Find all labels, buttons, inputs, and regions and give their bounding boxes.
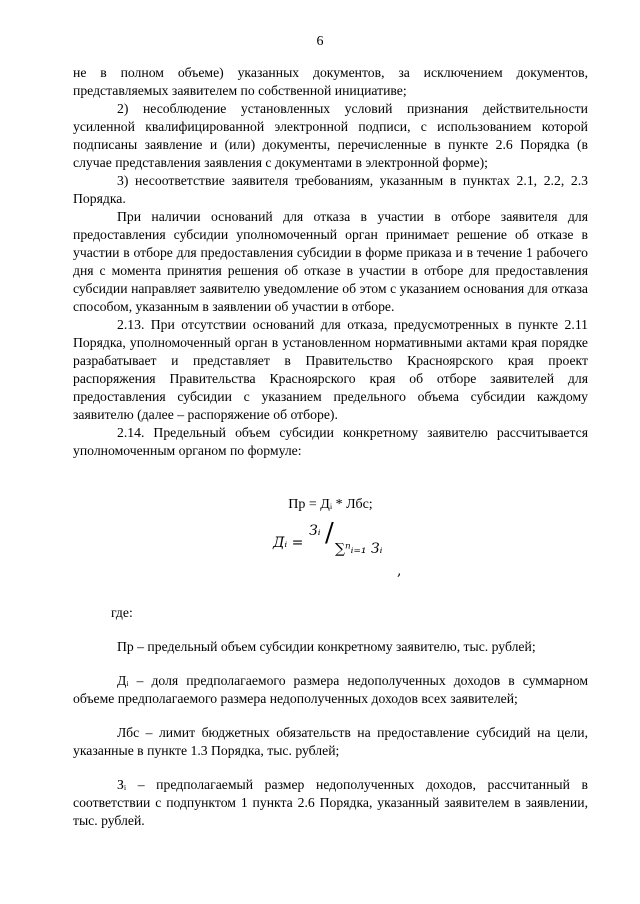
paragraph-item-3: 3) несоответствие заявителя требованиям, указанным в пунктах 2.1, 2.2, 2.3 Порядка. — [73, 173, 588, 206]
definition-lbs: Лбс – лимит бюджетных обязательств на предоставление субсидий на цели, указанные в пункте 1.3 Порядка, тыс. рублей; — [73, 725, 588, 758]
formula-limit: Пр = Дᵢ * Лбс; — [288, 497, 373, 512]
document-body — [73, 64, 588, 830]
page-number: 6 — [316, 34, 324, 49]
paragraph-refusal: При наличии оснований для отказа в участии в отборе заявителя для предоставления субсидии уполномоченный орган принимает решение об отказе в участии в отборе для предоставления субсидии в форме приказа и в течение 1 рабочего дня с момента принятия решения об отказе в участии в отборе для предоставления субсидии направляет заявителю уведомление об этом с указанием основания для отказа способом, указанным в заявлении об участии в отборе. — [73, 209, 588, 314]
paragraph-2-14: 2.14. Предельный объем субсидии конкретному заявителю рассчитывается уполномоченным органом по формуле: — [73, 425, 588, 458]
paragraph-2-13: 2.13. При отсутствии оснований для отказа, предусмотренных в пункте 2.11 Порядка, уполномоченный орган в установленном нормативными актами края порядке разрабатывает и представляет в Правительство Красноярского края проект распоряжения Правительства Красноярского края об отборе заявителей для предоставления субсидии с указанием предельного объема субсидии каждому заявителю (далее – распоряжение об отборе). — [73, 317, 588, 422]
definition-di: Дᵢ – доля предполагаемого размера недополученных доходов в суммарном объеме предполагаемого размера недополученных доходов всех заявителей; — [73, 673, 588, 706]
definition-pr: Пр – предельный объем субсидии конкретному заявителю, тыс. рублей; — [117, 639, 536, 654]
paragraph-item-2: 2) несоблюдение установленных условий признания действительности усиленной квалифицированной электронной подписи, с использованием которой подписаны заявление и (или) документы, перечисленные в пункте 2.6 Порядка (в случае представления заявления с документами в электронной форме); — [73, 101, 588, 170]
formula-share-slash: / — [325, 518, 334, 548]
paragraph-continuation: не в полном объеме) указанных документов, за исключением документов, представляемых заявителем по собственной инициативе; — [73, 65, 588, 98]
formula-share-lhs: Дᵢ = — [273, 535, 304, 551]
definition-zi: Зᵢ – предполагаемый размер недополученных доходов, рассчитанный в соответствии с подпунктом 1 пункта 2.6 Порядка, указанный заявителем в заявлении, тыс. рублей. — [73, 777, 588, 828]
formula-share-denominator: ∑ⁿᵢ₌₁ Зᵢ — [335, 541, 383, 557]
formula-share-numerator: Зᵢ — [309, 523, 321, 539]
formula-share — [73, 520, 588, 590]
where-label: где: — [111, 605, 133, 620]
formula-share-comma: , — [397, 563, 402, 579]
